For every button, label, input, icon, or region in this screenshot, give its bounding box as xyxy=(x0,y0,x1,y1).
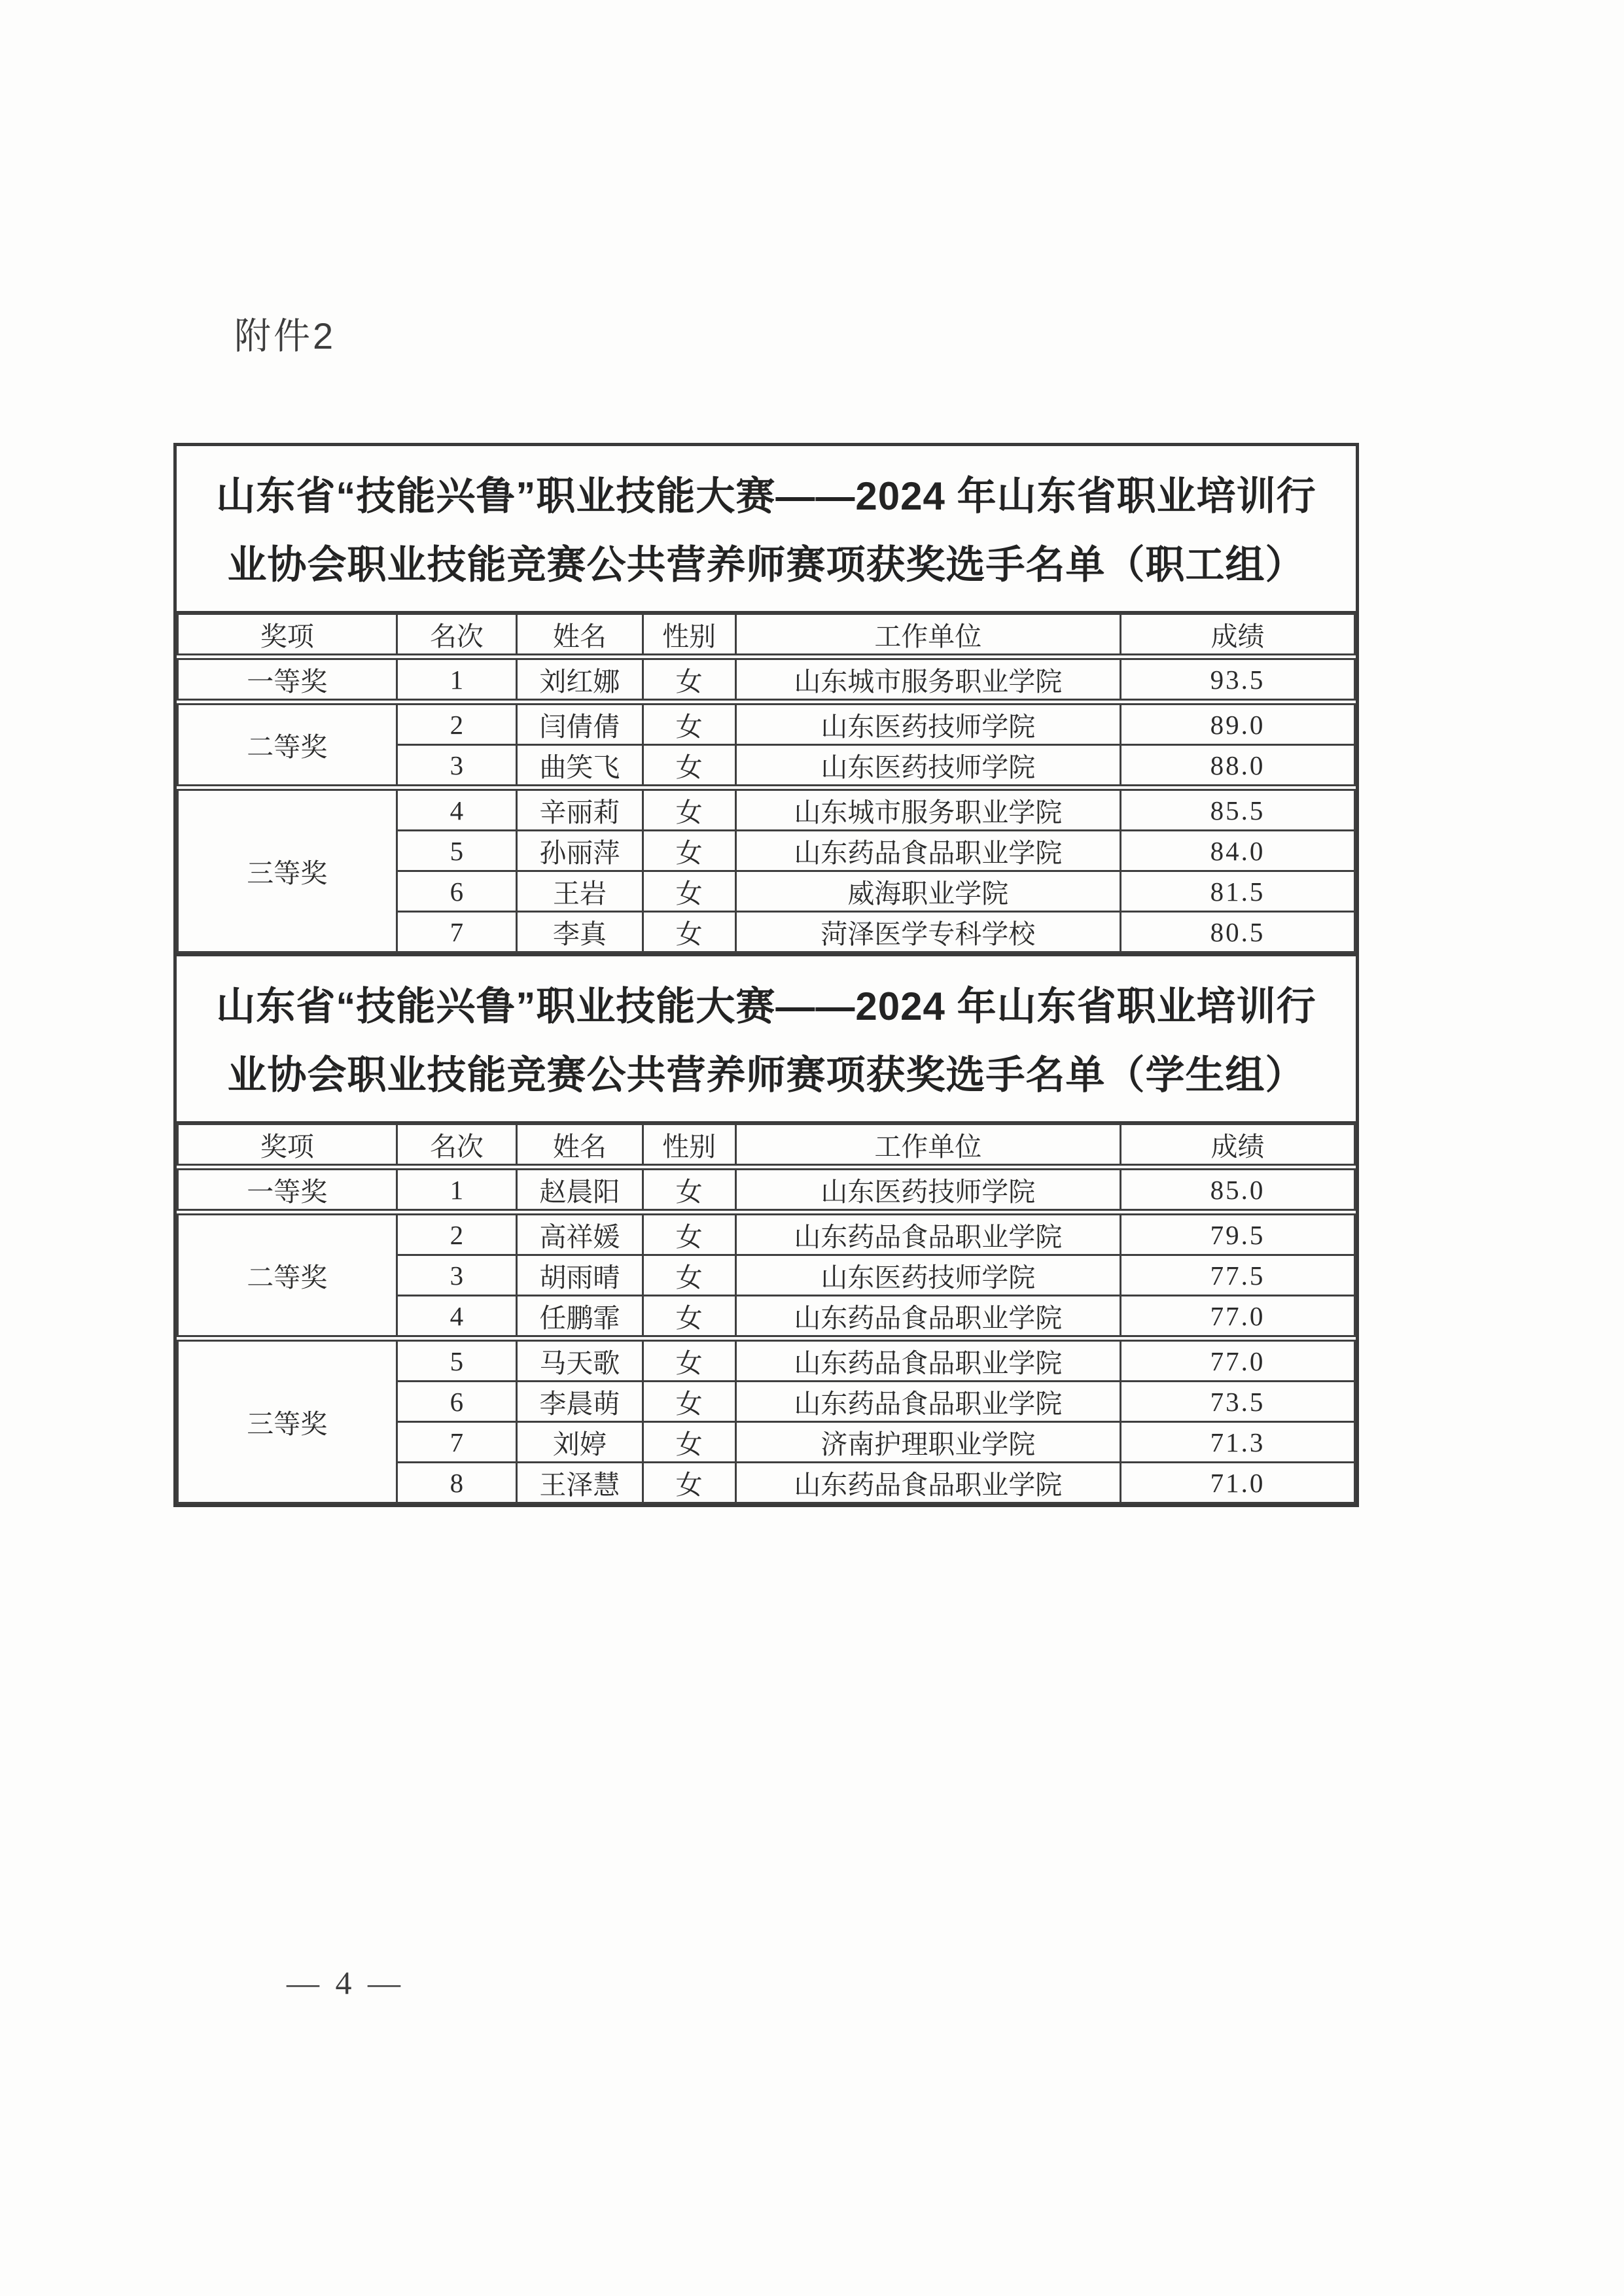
gender-cell: 女 xyxy=(643,702,735,745)
score-cell: 80.5 xyxy=(1120,912,1354,952)
table-title-student-group xyxy=(177,953,1356,1123)
rank-cell: 3 xyxy=(397,1255,516,1296)
gender-cell: 女 xyxy=(643,788,735,831)
header-cell-unit: 工作单位 xyxy=(735,1124,1120,1168)
name-cell: 高祥媛 xyxy=(517,1212,643,1255)
unit-cell: 菏泽医学专科学校 xyxy=(735,912,1120,952)
score-cell: 81.5 xyxy=(1120,871,1354,912)
header-cell-name: 姓名 xyxy=(517,614,643,657)
header-cell-gender: 性别 xyxy=(643,1124,735,1168)
header-cell-gender: 性别 xyxy=(643,614,735,657)
score-cell: 77.5 xyxy=(1120,1255,1354,1296)
header-cell-rank: 名次 xyxy=(397,614,516,657)
name-cell: 李真 xyxy=(517,912,643,952)
unit-cell: 山东医药技师学院 xyxy=(735,745,1120,788)
award-cell: 二等奖 xyxy=(178,1212,397,1338)
name-cell: 李晨萌 xyxy=(517,1382,643,1422)
name-cell: 王岩 xyxy=(517,871,643,912)
table-header-row xyxy=(178,1124,1355,1168)
award-cell: 三等奖 xyxy=(178,788,397,952)
unit-cell: 山东药品食品职业学院 xyxy=(735,1338,1120,1382)
header-cell-unit: 工作单位 xyxy=(735,614,1120,657)
table-title-staff-group xyxy=(177,446,1356,613)
gender-cell: 女 xyxy=(643,745,735,788)
award-cell: 一等奖 xyxy=(178,657,397,702)
unit-cell: 济南护理职业学院 xyxy=(735,1422,1120,1463)
name-cell: 刘婷 xyxy=(517,1422,643,1463)
unit-cell: 山东药品食品职业学院 xyxy=(735,831,1120,871)
rank-cell: 1 xyxy=(397,1167,516,1212)
table-title-staff-line1: 山东省“技能兴鲁”职业技能大赛——2024 年山东省职业培训行 xyxy=(216,474,1316,518)
score-cell: 84.0 xyxy=(1120,831,1354,871)
table-row xyxy=(178,1338,1355,1382)
table-header-row xyxy=(178,614,1355,657)
name-cell: 任鹏霏 xyxy=(517,1296,643,1339)
score-cell: 71.3 xyxy=(1120,1422,1354,1463)
score-cell: 89.0 xyxy=(1120,702,1354,745)
name-cell: 孙丽萍 xyxy=(517,831,643,871)
name-cell: 曲笑飞 xyxy=(517,745,643,788)
unit-cell: 山东城市服务职业学院 xyxy=(735,657,1120,702)
award-cell: 一等奖 xyxy=(178,1167,397,1212)
table-title-staff-line2: 业协会职业技能竞赛公共营养师赛项获奖选手名单（职工组） xyxy=(227,543,1305,587)
score-cell: 93.5 xyxy=(1120,657,1354,702)
name-cell: 马天歌 xyxy=(517,1338,643,1382)
name-cell: 王泽慧 xyxy=(517,1463,643,1503)
score-cell: 88.0 xyxy=(1120,745,1354,788)
name-cell: 赵晨阳 xyxy=(517,1167,643,1212)
header-cell-rank: 名次 xyxy=(397,1124,516,1168)
score-cell: 77.0 xyxy=(1120,1338,1354,1382)
rank-cell: 2 xyxy=(397,702,516,745)
award-tables-container xyxy=(173,443,1359,1507)
attachment-label: 附件2 xyxy=(234,315,336,357)
unit-cell: 山东医药技师学院 xyxy=(735,1167,1120,1212)
name-cell: 辛丽莉 xyxy=(517,788,643,831)
table-title-student-line2: 业协会职业技能竞赛公共营养师赛项获奖选手名单（学生组） xyxy=(227,1053,1305,1097)
rank-cell: 6 xyxy=(397,871,516,912)
unit-cell: 山东药品食品职业学院 xyxy=(735,1463,1120,1503)
gender-cell: 女 xyxy=(643,1422,735,1463)
rank-cell: 1 xyxy=(397,657,516,702)
rank-cell: 3 xyxy=(397,745,516,788)
table-row xyxy=(178,702,1355,745)
table-row xyxy=(178,1212,1355,1255)
gender-cell: 女 xyxy=(643,1212,735,1255)
award-table-student-group xyxy=(177,1123,1356,1504)
score-cell: 79.5 xyxy=(1120,1212,1354,1255)
rank-cell: 6 xyxy=(397,1382,516,1422)
gender-cell: 女 xyxy=(643,1255,735,1296)
score-cell: 73.5 xyxy=(1120,1382,1354,1422)
table-row xyxy=(178,657,1355,702)
gender-cell: 女 xyxy=(643,1296,735,1339)
rank-cell: 4 xyxy=(397,788,516,831)
score-cell: 77.0 xyxy=(1120,1296,1354,1339)
score-cell: 85.0 xyxy=(1120,1167,1354,1212)
table-title-student-line1: 山东省“技能兴鲁”职业技能大赛——2024 年山东省职业培训行 xyxy=(216,984,1316,1028)
unit-cell: 山东城市服务职业学院 xyxy=(735,788,1120,831)
unit-cell: 山东医药技师学院 xyxy=(735,1255,1120,1296)
gender-cell: 女 xyxy=(643,1167,735,1212)
rank-cell: 5 xyxy=(397,1338,516,1382)
page-number: — 4 — xyxy=(287,1964,404,2001)
unit-cell: 山东药品食品职业学院 xyxy=(735,1382,1120,1422)
score-cell: 85.5 xyxy=(1120,788,1354,831)
header-cell-award: 奖项 xyxy=(178,614,397,657)
gender-cell: 女 xyxy=(643,1338,735,1382)
rank-cell: 8 xyxy=(397,1463,516,1503)
unit-cell: 山东药品食品职业学院 xyxy=(735,1296,1120,1339)
table-row xyxy=(178,1167,1355,1212)
rank-cell: 7 xyxy=(397,1422,516,1463)
unit-cell: 山东医药技师学院 xyxy=(735,702,1120,745)
score-cell: 71.0 xyxy=(1120,1463,1354,1503)
header-cell-award: 奖项 xyxy=(178,1124,397,1168)
unit-cell: 山东药品食品职业学院 xyxy=(735,1212,1120,1255)
award-table-staff-group xyxy=(177,613,1356,953)
rank-cell: 7 xyxy=(397,912,516,952)
gender-cell: 女 xyxy=(643,657,735,702)
gender-cell: 女 xyxy=(643,912,735,952)
rank-cell: 2 xyxy=(397,1212,516,1255)
name-cell: 刘红娜 xyxy=(517,657,643,702)
gender-cell: 女 xyxy=(643,1463,735,1503)
gender-cell: 女 xyxy=(643,831,735,871)
table-row xyxy=(178,788,1355,831)
header-cell-name: 姓名 xyxy=(517,1124,643,1168)
gender-cell: 女 xyxy=(643,1382,735,1422)
rank-cell: 5 xyxy=(397,831,516,871)
name-cell: 胡雨晴 xyxy=(517,1255,643,1296)
header-cell-score: 成绩 xyxy=(1120,614,1354,657)
award-cell: 三等奖 xyxy=(178,1338,397,1503)
unit-cell: 威海职业学院 xyxy=(735,871,1120,912)
award-cell: 二等奖 xyxy=(178,702,397,788)
rank-cell: 4 xyxy=(397,1296,516,1339)
gender-cell: 女 xyxy=(643,871,735,912)
header-cell-score: 成绩 xyxy=(1120,1124,1354,1168)
name-cell: 闫倩倩 xyxy=(517,702,643,745)
